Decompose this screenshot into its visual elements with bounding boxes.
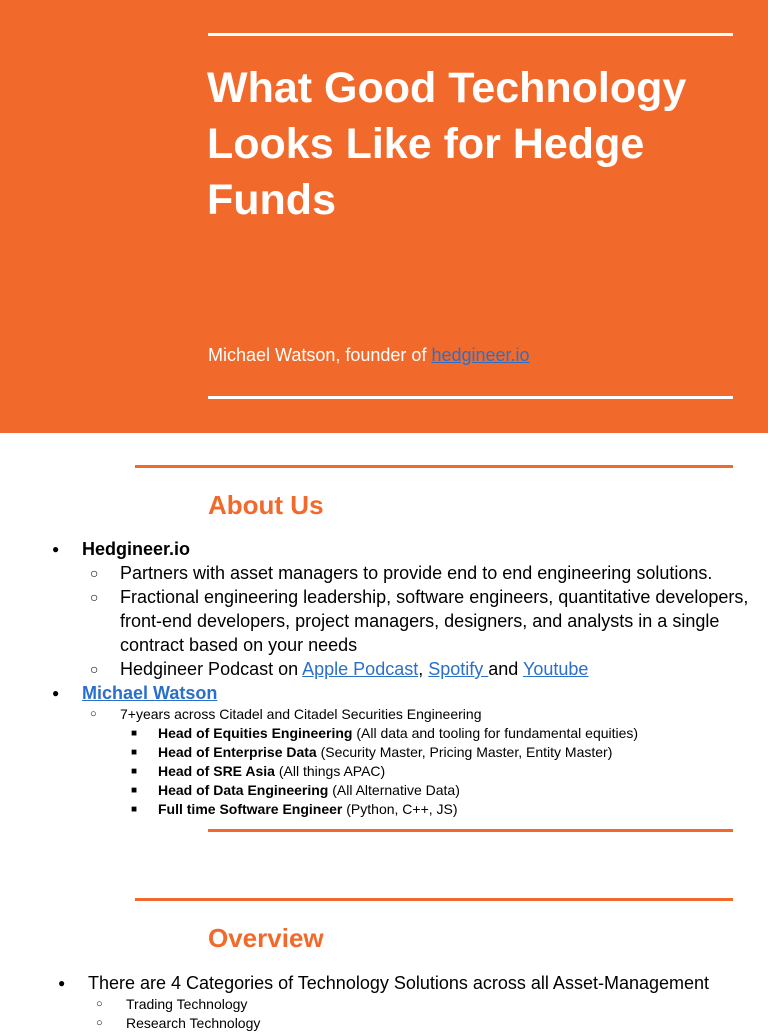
title-slide <box>0 0 768 433</box>
category-item: ○ Trading Technology <box>88 995 758 1014</box>
role-item <box>120 724 752 743</box>
about-bottom-rule <box>208 829 733 832</box>
title-top-rule <box>208 33 733 36</box>
company-item <box>52 537 752 681</box>
youtube-link[interactable]: Youtube <box>523 659 589 679</box>
about-heading: About Us <box>208 490 324 520</box>
experience-item <box>82 705 752 819</box>
experience-text: 7+years across Citadel and Citadel Securities Engineering <box>120 706 482 722</box>
podcast-prefix: Hedgineer Podcast on <box>120 659 303 679</box>
byline-prefix: Michael Watson, founder of <box>208 345 432 365</box>
michael-watson-link[interactable]: Michael Watson <box>82 683 218 703</box>
podcast-comma: , <box>418 659 424 679</box>
role-title: Head of Equities Engineering <box>158 725 353 741</box>
company-point: ○ Partners with asset managers to provide end to end engineering solutions. <box>82 561 752 585</box>
role-item <box>120 800 752 819</box>
overview-point: There are 4 Categories of Technology Solutions across all Asset-Management <box>88 973 710 993</box>
role-title: Head of Data Engineering <box>158 782 329 798</box>
role-detail: (All data and tooling for fundamental equities) <box>352 725 639 741</box>
category-list <box>88 995 758 1033</box>
company-point: ○ Fractional engineering leadership, software engineers, quantitative developers, front-end developers, project managers, designers, and analysts in a single contract based on your needs <box>82 585 752 657</box>
spotify-link[interactable]: Spotify <box>428 659 489 679</box>
role-title: Full time Software Engineer <box>158 801 343 817</box>
role-detail: (All Alternative Data) <box>328 782 460 798</box>
role-item <box>120 762 752 781</box>
hedgineer-link[interactable]: hedgineer.io <box>431 345 530 365</box>
role-item <box>120 743 752 762</box>
title-bottom-rule <box>208 396 733 399</box>
podcast-and: and <box>488 659 519 679</box>
overview-heading: Overview <box>208 923 324 953</box>
apple-podcast-link[interactable]: Apple Podcast <box>302 659 419 679</box>
roles-list <box>120 724 752 819</box>
person-points <box>82 705 752 819</box>
role-title: Head of SRE Asia <box>158 763 275 779</box>
category-item: ○ Research Technology <box>88 1014 758 1033</box>
role-detail: (Security Master, Pricing Master, Entity Master) <box>316 744 613 760</box>
podcast-item <box>82 657 752 681</box>
person-item <box>52 681 752 819</box>
role-title: Head of Enterprise Data <box>158 744 317 760</box>
overview-top-rule <box>135 898 733 901</box>
about-top-rule <box>135 465 733 468</box>
role-item <box>120 781 752 800</box>
role-detail: (All things APAC) <box>274 763 386 779</box>
company-name: Hedgineer.io <box>82 539 191 559</box>
slide-title: What Good Technology Looks Like for Hedge Funds <box>207 64 687 224</box>
about-list <box>52 537 752 819</box>
role-detail: (Python, C++, JS) <box>342 801 458 817</box>
company-points <box>82 561 752 681</box>
byline <box>208 345 530 366</box>
